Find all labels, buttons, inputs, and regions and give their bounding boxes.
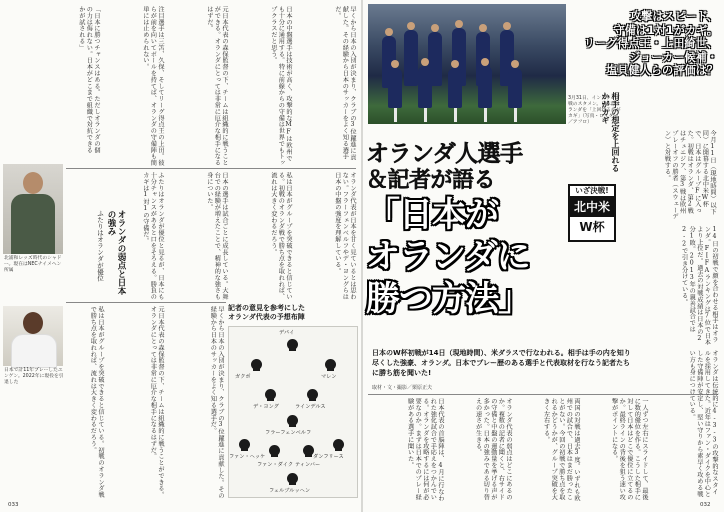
overlay-line: 守備は1対1がカギ。 [613,23,718,37]
right-body-col-5: 両国の対戦は過去3度。いずれも欧州での試合で、日本はまだ勝ったことがない。今回の初戦で勝ち点を取れるかどうかが、グループ突破を大きく左右する。 [542,398,580,502]
player-name: ファン・ヘッケ [229,454,266,460]
formation-graphic [228,304,356,500]
player-marker [239,439,250,450]
overlay-line: ジョーカー候補・ [628,50,718,64]
left-body-col-3: 元日本代表の森保監督の下、チームは組織的に戦うことができる。オランダにとっては非常に厄介な相手になるはずだ。 [205,6,228,166]
left-body-col-4: 注目選手は三笘、久保、そしてリーグ得点王の上田。彼らが前を向いてボールを持てば、オランダの守備陣も簡単には止められない。 [141,6,164,166]
left-section-heading: オランダの弱点と日本の強み [106,210,126,295]
left-row-divider-2 [66,302,226,303]
photo-headline-overlay [548,10,718,78]
player-photo-2-caption: 日本で計11年プレーしたユンゲン。2022年に現役を引退した [4,368,64,385]
badge-mid: 北中米 [570,197,614,217]
player-name: フラーフェンベルフ [265,430,312,436]
title-line-2: ＆記者が語る [366,168,496,193]
left-body-col-2: 日本の中盤選手は技術が高く、攻撃的なMFは欧州でも十分に通用する。特に前線からの守備は世界でもトップクラスだと思う。 [269,6,292,166]
left-body-col-8: 日本の選手は試合ごとに成長している。大舞台での経験が増えたことで、精神的な強さも身についた。 [205,172,228,300]
formation-pitch [228,326,358,498]
right-body-col-3: オランダは伝統的に4-3-3の攻撃的なスタイルを採用してきた。近年はファン・ダイクを中心とした守備陣が安定し、堅い守りから素早く攻める戦い方も身につけている。 [688,350,718,498]
player-photo-1-caption: 北浦和レッズ時代のシャドー。現在はNECナイメヘン所属 [4,256,62,273]
player-photo-1 [3,164,63,254]
big-title-line-3: 勝つ方法」 [366,279,531,319]
player-marker [307,389,318,400]
left-body-col-7: 私は日本がグループを突破できると信じている。初戦のオランダ戦で勝ち点を取れれば、流れは大きく変わるだろう。 [269,172,292,300]
player-marker [325,359,336,370]
player-marker [265,389,276,400]
player-name: ガクポ [235,374,251,380]
player-name: ラインデルス [295,404,326,410]
byline: 取材・文・撮影／栗原正夫 [372,385,433,391]
player-name: ダンフリース [313,454,344,460]
overlay-line: 攻撃はスピード、 [629,10,718,23]
team-photo [368,4,566,124]
pull-quote: 相手の想定を上回れるかがカギ [601,92,620,172]
player-name: マレン [321,374,337,380]
lede: 日本のW杯初戦が14日（現地時間）、米ダラスで行なわれる。相手は手の内を知り尽くした強豪、オランダ。日本でプレー歴のある選手と代表取材を行なう記者たちに勝ち筋を聞いた! [372,349,631,377]
player-marker [287,339,298,350]
right-page-number: 032 [700,502,711,508]
feature-badge [568,184,616,242]
player-marker [333,439,344,450]
player-photo-2 [3,306,63,366]
formation-subtitle: オランダ代表の予想布陣 [228,313,305,321]
left-body-col-9: ふたりはオランダが優位と見るが、日本にも十分チャンスがあると口をそろえる。勝負のカギは1対1の守備だ。 [141,172,164,300]
player-marker [287,415,298,426]
player-name: フェルブルッヘン [269,488,311,494]
player-name: デ・ヨング [253,404,279,410]
big-title-line-2: オランダに [366,237,530,277]
player-name: ファン・ダイク [257,462,294,468]
right-body-col-7: 日本代表の首脳陣は、4月に行なわれた強化試合で手応えをつかんでいる。オランダを攻略するには何が必要なのか。まずは日本でのプレー経験がある選手に聞いた。 [406,398,444,502]
right-body-col-1: 今月11日（現地時間）以下同）に開幕する北中米W杯で、日本はグループFに入った。初戦はオランダ、第2戦はチュニジア、第3戦は欧州プレーオフの勝者（スウェーデン）と対戦する。 [663,130,716,220]
badge-top: いざ決戦! [570,186,614,197]
left-body-col-11: 元日本代表の森保監督の下、チームは組織的に戦うことができる。オランダにとっては非常に厄介な相手になるはずだ。 [149,306,164,498]
title-line-1: オランダ人選手 [366,141,523,167]
left-body-col-1: 早くから日本の入団が決まり、クラブの3位躍進に貢献した。その経験から日本のサッカーをよく知る選手だ。 [333,6,356,161]
formation-title: 記者の意見を参考にした [228,304,305,312]
badge-bottom: W杯 [579,220,605,234]
left-section-subheading: ふたりはオランダが優位 [96,210,104,282]
player-name: デパイ [279,330,295,336]
player-marker [287,473,298,484]
left-row-divider [66,168,356,169]
player-marker [269,445,280,456]
overlay-line: リーグ得点王・上田綺世、 [583,37,718,50]
right-body-col-6: オランダ代表の弱点はどこにあるのか。複数の記者に聞くと、右サイドの守備と中盤の運動量を挙げる声が多かった。日本の強みである切り替えの速さが生きる。 [474,398,512,501]
left-page-number: 033 [8,502,19,508]
left-body-col-5: 「日本に勝つチャンスはある。ただしオランダの個の力は侮れない。日本がどこまで組織で対抗できるかが試される」 [77,6,100,154]
big-title-line-1: 「日本が [366,195,498,235]
left-body-col-12: 私は日本がグループを突破できると信じている。初戦のオランダ戦で勝ち点を取れれば、流れは大きく変わるだろう。 [89,306,104,498]
left-body-col-6: オランダ代表が日本を甘く見ているとは思わない。フラーフェンベルフやデ・ヨングらは日本の中盤の強度を理解している。 [333,172,356,300]
overlay-line: 塩貝健人らの評価は？ [606,64,718,77]
team-photo-caption: 3月31日、イングランド戦のスタメン。日本はオランダを「上回れるかがカギ」（写真・ロイター／アフロ） [568,96,621,125]
left-body-col-10: 早くから日本の入団が決まり、クラブの3位躍進に貢献した。その経験から日本のサッカーをよく知る選手だ。 [209,306,224,499]
right-body-col-4: 一人ずつ左右にスライドして、最後に数的優位を作る。こうした相手に対して日本はどこで優位に立てるのか。最終ラインの背後を狙う速い攻撃がポイントになる。 [610,398,648,501]
right-body-col-2: 14日の初戦で顔を合わせる相手はオランダ。FIFAランキングは7位で日本より上位だ。過去の対戦成績は日本の2分1敗。2013年の親善試合では2-2で引き分けている。 [680,226,718,346]
player-name: ティンバー [295,462,321,468]
player-marker [251,359,262,370]
left-page [0,0,361,512]
